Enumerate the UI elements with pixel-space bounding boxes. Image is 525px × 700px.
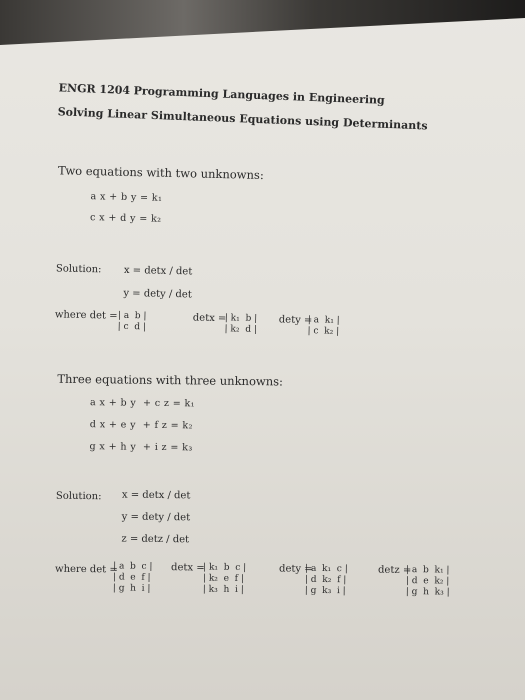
detz-matrix-row-1: | a b k₁ | — [406, 565, 450, 576]
equation-1: a x + b y = k₁ — [90, 191, 163, 204]
detx-label: detx = — [192, 312, 227, 325]
equation-1: a x + b y + c z = k₁ — [90, 397, 195, 410]
det-matrix-row-3: | g h i | — [112, 583, 151, 594]
where-det-label: where det = — [54, 309, 118, 322]
section-heading: Two equations with two unknowns: — [57, 163, 264, 183]
detz-matrix-row-2: | d e k₂ | — [405, 576, 450, 587]
dety-matrix-row-1: | a k₁ | — [307, 315, 340, 326]
det-matrix-row-2: | c d | — [117, 321, 147, 333]
where-det-label: where det = — [54, 563, 118, 576]
equation-2: c x + d y = k₂ — [89, 212, 162, 225]
detz-label: detz = — [377, 564, 412, 577]
dety-matrix-row-1: | a k₁ c | — [305, 563, 348, 575]
solution-y: y = dety / det — [121, 511, 191, 524]
equation-2: d x + e y + f z = k₂ — [89, 419, 193, 432]
course-title: Programming Languages in Engineering — [133, 84, 385, 107]
solution-label: Solution: — [55, 490, 102, 503]
solution-x: x = detx / det — [121, 489, 191, 502]
detx-matrix-row-1: | k₁ b c | — [203, 562, 247, 574]
solution-x: x = detx / det — [123, 264, 193, 278]
section-heading: Three equations with three unknowns: — [57, 371, 284, 389]
det-matrix-row-1: | a b c | — [113, 561, 153, 572]
det-matrix-row-2: | d e f | — [112, 572, 151, 583]
detx-label: detx = — [171, 562, 205, 574]
detz-matrix-row-3: | g h k₃ | — [405, 587, 450, 598]
dety-matrix-row-3: | g k₃ i | — [304, 585, 346, 597]
dety-matrix-row-2: | c k₂ | — [307, 326, 340, 337]
detx-matrix-row-1: | k₁ b | — [224, 313, 258, 324]
course-code: ENGR 1204 — [58, 81, 131, 98]
detx-matrix-row-2: | k₂ d | — [224, 324, 258, 335]
dety-label: dety = — [278, 314, 313, 327]
solution-label: Solution: — [55, 263, 102, 276]
dety-label: dety = — [279, 563, 313, 575]
document-subtitle: Solving Linear Simultaneous Equations using Determinants — [57, 105, 428, 133]
solution-z: z = detz / det — [121, 533, 190, 546]
detx-matrix-row-3: | k₃ h i | — [202, 584, 244, 596]
equation-3: g x + h y + i z = k₃ — [89, 441, 193, 454]
dety-matrix-row-2: | d k₂ f | — [304, 574, 347, 586]
detx-matrix-row-2: | k₂ e f | — [202, 573, 244, 585]
solution-y: y = dety / det — [123, 287, 192, 301]
det-matrix-row-1: | a b | — [117, 310, 147, 322]
